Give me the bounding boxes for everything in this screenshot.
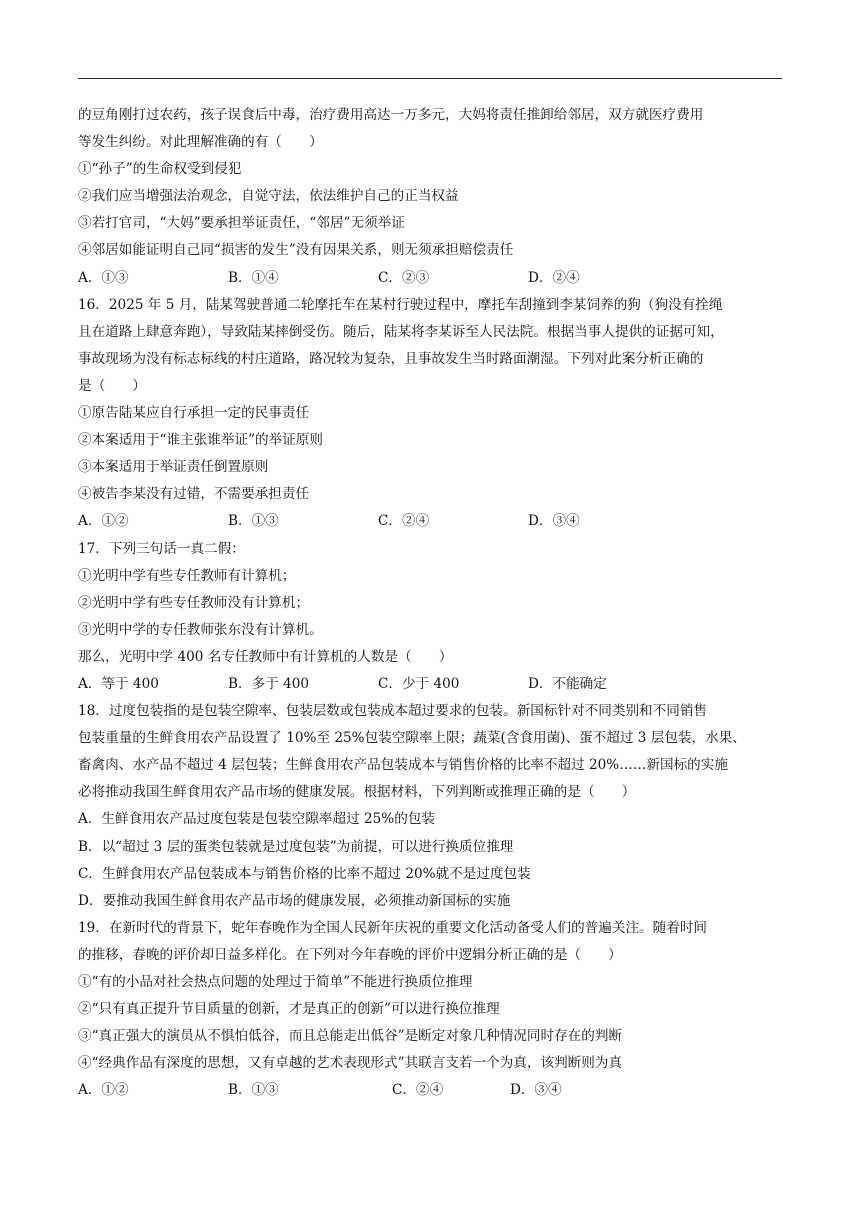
question-stem-line: 事故现场为没有标志标线的村庄道路，路况较为复杂，且事故发生当时路面潮湿。下列对此案分析正确的: [78, 350, 704, 367]
header-rule: [78, 78, 782, 79]
option-b: B．①④: [228, 269, 279, 286]
option-b: B．①③: [228, 1082, 279, 1099]
question-stem-line: 且在道路上肆意奔跑），导致陆某摔倒受伤。随后，陆某将李某诉至人民法院。根据当事人提供的证据可知，: [78, 323, 724, 340]
option-a: A．①②: [78, 1082, 129, 1099]
question-stem-line: 包装重量的生鲜食用农产品设置了 10%至 25%包装空隙率上限；蔬菜(含食用菌)、蛋不超过 3 层包装，水果、: [78, 730, 746, 747]
option-d: D．③④: [528, 513, 580, 530]
option-c: C．生鲜食用农产品包装成本与销售价格的比率不超过 20%就不是过度包装: [78, 865, 531, 882]
option-b: B．①③: [228, 513, 279, 530]
option-a: A．①②: [78, 513, 129, 530]
option-d: D．要推动我国生鲜食用农产品市场的健康发展，必须推动新国标的实施: [78, 892, 511, 909]
statement-4: ④被告李某没有过错，不需要承担责任: [78, 486, 310, 503]
option-d: D．不能确定: [528, 675, 607, 692]
exam-page-content: [78, 102, 782, 1104]
statement-2: ②我们应当增强法治观念，自觉守法，依法维护自己的正当权益: [78, 188, 459, 205]
question-17: [78, 536, 782, 699]
option-a: A．等于 400: [78, 675, 159, 692]
question-stem-line: 必将推动我国生鲜食用农产品市场的健康发展。根据材料，下列判断或推理正确的是（ ）: [78, 784, 636, 801]
option-c: C．②③: [378, 269, 430, 286]
answer-options: [78, 1077, 782, 1104]
statement-2: ②光明中学有些专任教师没有计算机；: [78, 594, 310, 611]
question-stem-line: 19．在新时代的背景下，蛇年春晚作为全国人民新年庆祝的重要文化活动备受人们的普遍关注。随着时间: [78, 919, 708, 936]
option-a: A．生鲜食用农产品过度包装是包装空隙率超过 25%的包装: [78, 811, 436, 828]
question-15: [78, 102, 782, 292]
statement-1: ①“有的小品对社会热点问题的处理过于简单”不能进行换质位推理: [78, 974, 473, 990]
question-18: [78, 698, 782, 915]
statement-2: ②“只有真正提升节目质量的创新，才是真正的创新”可以进行换位推理: [78, 1001, 500, 1018]
statement-2: ②本案适用于“谁主张谁举证”的举证原则: [78, 432, 323, 449]
question-stem-line: 畜禽肉、水产品不超过 4 层包装；生鲜食用农产品包装成本与销售价格的比率不超过 20%……新国标的实施: [78, 757, 728, 774]
statement-3: ③本案适用于举证责任倒置原则: [78, 459, 269, 476]
answer-options: [78, 265, 782, 292]
option-b: B．以“超过 3 层的蛋类包装就是过度包装”为前提，可以进行换质位推理: [78, 838, 514, 855]
question-stem-line: 等发生纠纷。对此理解准确的有（ ）: [78, 134, 323, 151]
question-prompt: 那么，光明中学 400 名专任教师中有计算机的人数是（ ）: [78, 648, 453, 665]
answer-options: [78, 671, 782, 698]
question-stem-line: 是（ ）: [78, 377, 146, 394]
statement-3: ③光明中学的专任教师张东没有计算机。: [78, 621, 323, 638]
statement-3: ③若打官司，“大妈”要承担举证责任，“邻居”无须举证: [78, 215, 405, 232]
question-16: [78, 292, 782, 536]
statement-1: ①光明中学有些专任教师有计算机；: [78, 567, 296, 584]
question-stem-line: 17．下列三句话一真二假：: [78, 540, 245, 557]
answer-options: [78, 508, 782, 535]
option-c: C．②④: [392, 1082, 444, 1099]
question-stem-line: 16．2025 年 5 月，陆某驾驶普通二轮摩托车在某村行驶过程中，摩托车刮撞到李某饲养的狗（狗没有拴绳: [78, 296, 723, 313]
question-stem-line: 的豆角刚打过农药，孩子误食后中毒，治疗费用高达一万多元，大妈将责任推卸给邻居，双方就医疗费用: [78, 107, 704, 123]
option-b: B．多于 400: [228, 675, 310, 692]
statement-1: ①原告陆某应自行承担一定的民事责任: [78, 405, 310, 422]
statement-1: ①“孙子”的生命权受到侵犯: [78, 161, 242, 178]
question-stem-line: 的推移，春晚的评价却日益多样化。在下列对今年春晚的评价中逻辑分析正确的是（ ）: [78, 946, 622, 963]
option-c: C．②④: [378, 513, 430, 530]
question-19: [78, 915, 782, 1105]
statement-3: ③“真正强大的演员从不惧怕低谷，而且总能走出低谷”是断定对象几种情况同时存在的判断: [78, 1028, 623, 1045]
question-stem-line: 18．过度包装指的是包装空隙率、包装层数或包装成本超过要求的包装。新国标针对不同类别和不同销售: [78, 703, 708, 720]
statement-4: ④邻居如能证明自己同“损害的发生”没有因果关系，则无须承担赔偿责任: [78, 242, 514, 259]
option-d: D．③④: [510, 1082, 562, 1099]
option-d: D．②④: [528, 269, 580, 286]
statement-4: ④“经典作品有深度的思想，又有卓越的艺术表现形式”其联言支若一个为真，该判断则为真: [78, 1055, 623, 1072]
option-c: C．少于 400: [378, 675, 460, 692]
option-a: A．①③: [78, 269, 129, 286]
